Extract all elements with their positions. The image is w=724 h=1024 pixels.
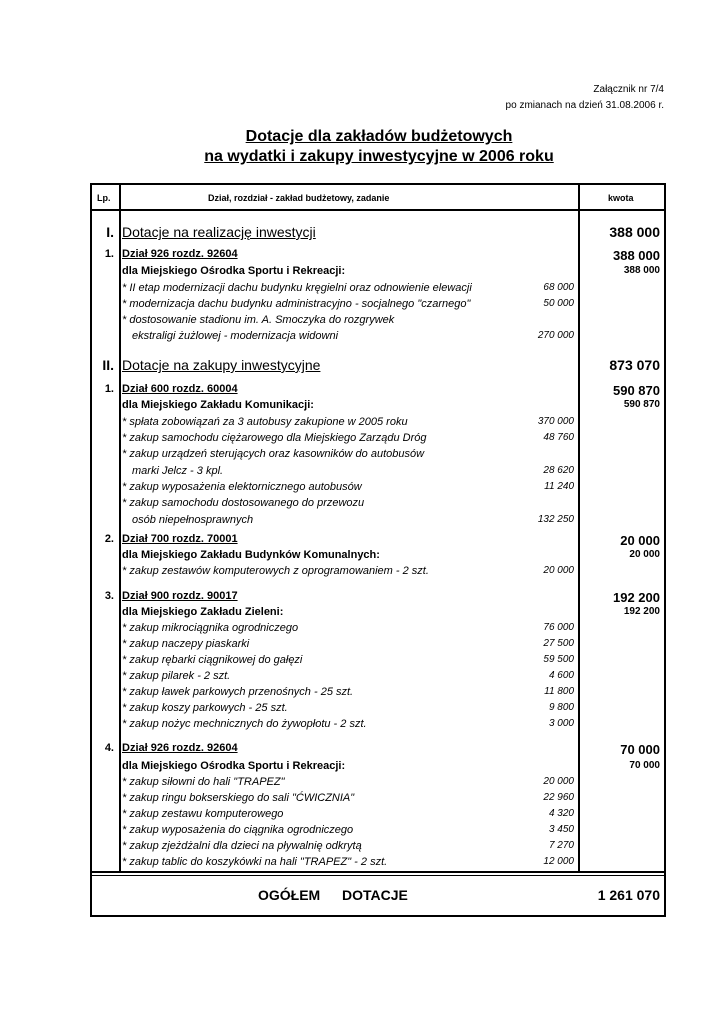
dzial-total: 388 000 (613, 248, 660, 263)
task-description: * modernizacja dachu budynku administracyjno - socjalnego "czarnego" (122, 298, 471, 310)
task-amount: 11 240 (544, 481, 574, 492)
unit-row (92, 760, 664, 776)
task-description: * spłata zobowiązań za 3 autobusy zakupione w 2005 roku (122, 416, 408, 428)
task-item (92, 824, 664, 840)
task-description: * zakup pilarek - 2 szt. (122, 670, 231, 682)
task-description: * zakup wyposażenia do ciągnika ogrodniczego (122, 824, 354, 836)
unit-label: dla Miejskiego Ośrodka Sportu i Rekreacji: (122, 265, 346, 277)
task-amount: 76 000 (543, 622, 574, 633)
task-description: * zakup zjeżdżalni dla dzieci na pływalnię odkrytą (122, 840, 362, 852)
amendment-date: po zmianach na dzień 31.08.2006 r. (505, 100, 664, 111)
unit-row (92, 399, 664, 415)
dzial-total: 20 000 (620, 533, 660, 548)
group-number: 3. (104, 590, 114, 602)
dzial-total: 590 870 (613, 383, 660, 398)
task-description: * zakup ringu bokserskiego do sali "ĆWICZNIA" (122, 792, 355, 804)
column-header-description: Dział, rozdział - zakład budżetowy, zadanie (208, 193, 390, 203)
task-item (92, 298, 664, 314)
task-item (92, 448, 664, 464)
unit-total: 388 000 (623, 265, 660, 276)
task-description: * zakup zestawów komputerowych z oprogramowaniem - 2 szt. (122, 565, 429, 577)
task-item (92, 432, 664, 448)
task-item (92, 514, 664, 530)
dzial-total: 70 000 (620, 742, 660, 757)
task-amount: 4 320 (548, 808, 574, 819)
task-description: * zakup wyposażenia elektornicznego autobusów (122, 481, 362, 493)
task-item (92, 565, 664, 581)
unit-label: dla Miejskiego Zakładu Budynków Komunalnych: (122, 549, 380, 561)
task-amount: 22 960 (543, 792, 574, 803)
task-description: * zakup tablic do koszykówki na hali "TRAPEZ" - 2 szt. (122, 856, 388, 868)
task-item (92, 654, 664, 670)
group-number: 1. (104, 383, 114, 395)
dzial-label: Dział 600 rozdz. 60004 (122, 383, 238, 395)
task-amount: 7 270 (548, 840, 574, 851)
column-header-amount: kwota (608, 193, 634, 203)
column-header-lp: Lp. (97, 193, 111, 203)
task-description: osób niepełnosprawnych (132, 514, 254, 526)
document-title-line2: na wydatki i zakupy inwestycyjne w 2006 roku (204, 148, 554, 165)
dzial-label: Dział 926 rozdz. 92604 (122, 248, 238, 260)
group-number: 2. (104, 533, 114, 545)
dzial-row (92, 248, 664, 264)
document-title-line1: Dotacje dla zakładów budżetowych (245, 128, 513, 145)
unit-total: 192 200 (623, 606, 660, 617)
group-number: 4. (104, 742, 114, 754)
task-item (92, 686, 664, 702)
section-title: Dotacje na zakupy inwestycyjne (122, 357, 321, 373)
annex-number: Załącznik nr 7/4 (593, 84, 664, 95)
task-description: * zakup mikrociągnika ogrodniczego (122, 622, 299, 634)
task-amount: 48 760 (543, 432, 574, 443)
task-item (92, 282, 664, 298)
task-description: * zakup siłowni do hali "TRAPEZ" (122, 776, 285, 788)
section-row (92, 357, 664, 373)
task-amount: 68 000 (543, 282, 574, 293)
task-description: * zakup samochodu dostosowanego do przewozu (122, 497, 365, 509)
grand-total-label-2: DOTACJE (342, 887, 408, 903)
task-description: * zakup nożyc mechnicznych do żywopłotu - 2 szt. (122, 718, 367, 730)
unit-total: 20 000 (629, 549, 660, 560)
task-item (92, 330, 664, 346)
section-row (92, 224, 664, 240)
unit-row (92, 265, 664, 281)
task-description: * zakup samochodu ciężarowego dla Miejskiego Zarządu Dróg (122, 432, 427, 444)
task-amount: 20 000 (543, 776, 574, 787)
unit-total: 70 000 (629, 760, 660, 771)
task-description: ekstraligi żużlowej - modernizacja widowni (132, 330, 339, 342)
task-amount: 50 000 (543, 298, 574, 309)
subsidy-table (90, 183, 666, 917)
task-description: * zakup ławek parkowych przenośnych - 25 szt. (122, 686, 354, 698)
task-item (92, 622, 664, 638)
task-amount: 370 000 (537, 416, 574, 427)
task-description: * zakup urządzeń sterujących oraz kasowników do autobusów (122, 448, 425, 460)
task-item (92, 792, 664, 808)
section-title: Dotacje na realizację inwestycji (122, 224, 316, 240)
section-total: 388 000 (609, 224, 660, 240)
dzial-row (92, 590, 664, 606)
task-amount: 270 000 (537, 330, 574, 341)
dzial-row (92, 533, 664, 549)
task-description: * dostosowanie stadionu im. A. Smoczyka do rozgrywek (122, 314, 395, 326)
task-item (92, 638, 664, 654)
task-item (92, 718, 664, 734)
unit-row (92, 549, 664, 565)
dzial-row (92, 742, 664, 758)
dzial-row (92, 383, 664, 399)
task-amount: 27 500 (543, 638, 574, 649)
task-item (92, 840, 664, 856)
total-divider-inner (92, 875, 664, 876)
task-amount: 59 500 (543, 654, 574, 665)
header-divider (92, 209, 664, 211)
group-number: 1. (104, 248, 114, 260)
task-item (92, 416, 664, 432)
dzial-total: 192 200 (613, 590, 660, 605)
task-description: * II etap modernizacji dachu budynku kręgielni oraz odnowienie elewacji (122, 282, 472, 294)
task-description: marki Jelcz - 3 kpl. (132, 465, 224, 477)
task-description: * zakup naczepy piaskarki (122, 638, 250, 650)
unit-label: dla Miejskiego Zakładu Komunikacji: (122, 399, 314, 411)
task-description: * zakup koszy parkowych - 25 szt. (122, 702, 288, 714)
unit-label: dla Miejskiego Zakładu Zieleni: (122, 606, 284, 618)
dzial-label: Dział 700 rozdz. 70001 (122, 533, 238, 545)
task-amount: 3 000 (548, 718, 574, 729)
task-description: * zakup zestawu komputerowego (122, 808, 284, 820)
task-item (92, 465, 664, 481)
dzial-label: Dział 900 rozdz. 90017 (122, 590, 238, 602)
task-description: * zakup rębarki ciągnikowej do gałęzi (122, 654, 303, 666)
task-item (92, 808, 664, 824)
task-amount: 12 000 (543, 856, 574, 867)
task-amount: 3 450 (548, 824, 574, 835)
unit-label: dla Miejskiego Ośrodka Sportu i Rekreacji: (122, 760, 346, 772)
task-item (92, 670, 664, 686)
grand-total-label-1: OGÓŁEM (258, 887, 321, 903)
task-item (92, 497, 664, 513)
task-item (92, 481, 664, 497)
task-item (92, 776, 664, 792)
task-item (92, 856, 664, 872)
unit-row (92, 606, 664, 622)
dzial-label: Dział 926 rozdz. 92604 (122, 742, 238, 754)
grand-total-amount: 1 261 070 (597, 887, 660, 903)
task-amount: 132 250 (537, 514, 574, 525)
task-amount: 9 800 (548, 702, 574, 713)
task-item (92, 702, 664, 718)
section-number: I. (106, 224, 114, 240)
task-item (92, 314, 664, 330)
section-total: 873 070 (609, 357, 660, 373)
task-amount: 20 000 (543, 565, 574, 576)
task-amount: 11 800 (544, 686, 574, 697)
section-number: II. (102, 357, 114, 373)
task-amount: 28 620 (543, 465, 574, 476)
task-amount: 4 600 (548, 670, 574, 681)
unit-total: 590 870 (623, 399, 660, 410)
